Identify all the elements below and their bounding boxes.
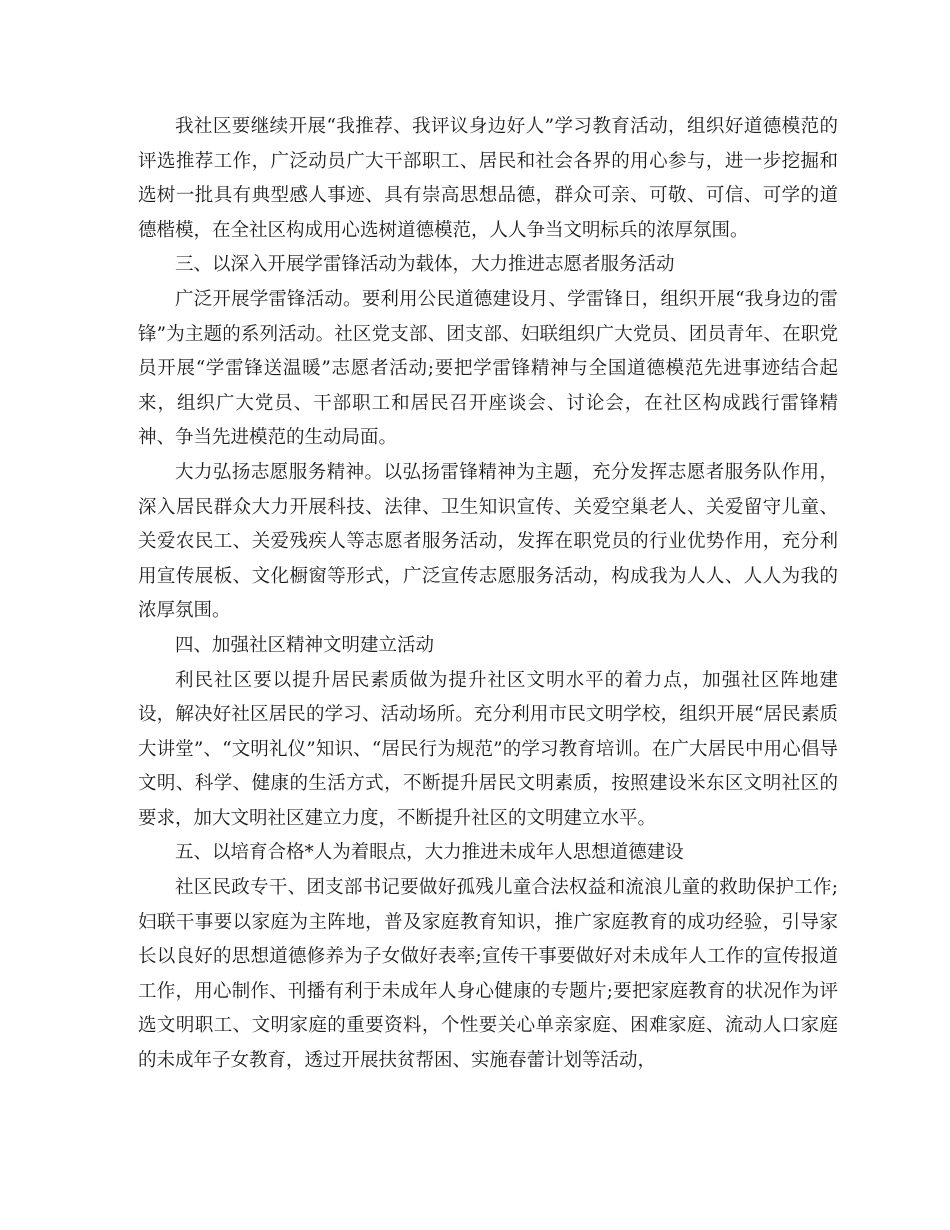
paragraph-5: 社区民政专干、团支部书记要做好孤残儿童合法权益和流浪儿童的救助保护工作;妇联干事要以家庭为主阵地，普及家庭教育知识，推广家庭教育的成功经验，引导家长以良好的思想道德修养为子女做好表率;宣传干事要做好对未成年人工作的宣传报道工作，用心制作、刊播有利于未成年人身心健康的专题片;要把家庭教育的状况作为评选文明职工、文明家庭的重要资料，个性要关心单亲家庭、困难家庭、流动人口家庭的未成年子女教育，透过开展扶贫帮困、实施春蕾计划等活动， <box>138 877 838 1072</box>
paragraph-3: 大力弘扬志愿服务精神。以弘扬雷锋精神为主题，充分发挥志愿者服务队作用，深入居民群众大力开展科技、法律、卫生知识宣传、关爱空巢老人、关爱留守儿童、关爱农民工、关爱残疾人等志愿者服务活动，发挥在职党员的行业优势作用，充分利用宣传展板、文化橱窗等形式，广泛宣传志愿服务活动，构成我为人人、人人为我的浓厚氛围。 <box>138 461 838 622</box>
section-heading-4: 四、加强社区精神文明建立活动 <box>175 634 435 656</box>
document-body <box>138 110 838 1079</box>
paragraph-2: 广泛开展学雷锋活动。要利用公民道德建设月、学雷锋日，组织开展“我身边的雷锋”为主题的系列活动。社区党支部、团支部、妇联组织广大党员、团员青年、在职党员开展“学雷锋送温暖”志愿者活动;要把学雷锋精神与全国道德模范先进事迹结合起来，组织广大党员、干部职工和居民召开座谈会、讨论会，在社区构成践行雷锋精神、争当先进模范的生动局面。 <box>138 288 838 449</box>
section-heading-3: 三、以深入开展学雷锋活动为载体，大力推进志愿者服务活动 <box>175 254 675 276</box>
section-heading-5: 五、以培育合格*人为着眼点，大力推进未成年人思想道德建设 <box>175 842 684 864</box>
paragraph-1: 我社区要继续开展“我推荐、我评议身边好人”学习教育活动，组织好道德模范的评选推荐工作，广泛动员广大干部职工、居民和社会各界的用心参与，进一步挖掘和选树一批具有典型感人事迹、具有崇高思想品德，群众可亲、可敬、可信、可学的道德楷模，在全社区构成用心选树道德模范，人人争当文明标兵的浓厚氛围。 <box>138 116 838 241</box>
paragraph-4: 利民社区要以提升居民素质做为提升社区文明水平的着力点，加强社区阵地建设，解决好社区居民的学习、活动场所。充分利用市民文明学校，组织开展“居民素质大讲堂”、“文明礼仪”知识、“居民行为规范”的学习教育培训。在广大居民中用心倡导文明、科学、健康的生活方式，不断提升居民文明素质，按照建设米东区文明社区的要求，加大文明社区建立力度，不断提升社区的文明建立水平。 <box>138 669 838 829</box>
